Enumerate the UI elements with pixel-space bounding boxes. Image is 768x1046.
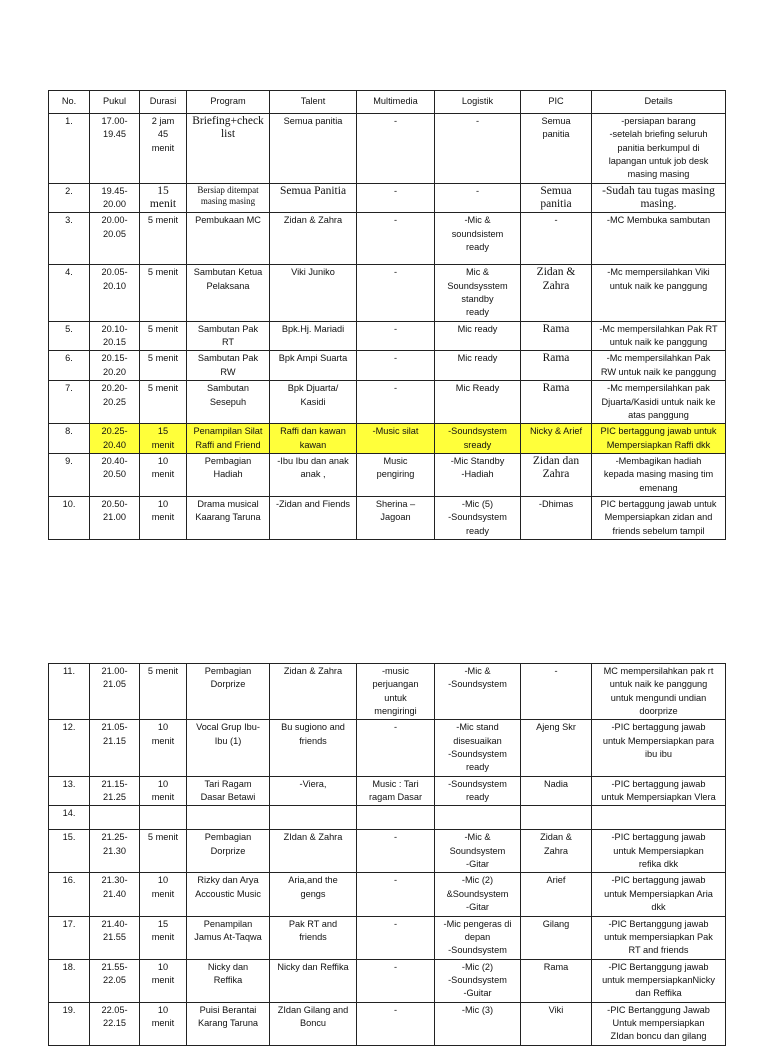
cell-multimedia: Music : Tari ragam Dasar — [357, 776, 435, 806]
table-row — [49, 959, 726, 1002]
cell-durasi: 15 menit — [140, 183, 187, 213]
cell-program: Pembukaan MC — [187, 213, 270, 265]
table-row — [49, 664, 726, 720]
cell-pic: Rama — [521, 959, 592, 1002]
cell-no: 19. — [49, 1002, 90, 1045]
cell-durasi: 15 menit — [140, 916, 187, 959]
cell-pic: Nicky & Arief — [521, 424, 592, 454]
cell-pukul: 20.20- 20.25 — [90, 381, 140, 424]
cell-no: 11. — [49, 664, 90, 720]
cell-pic — [521, 806, 592, 830]
cell-program: Rizky dan Arya Accoustic Music — [187, 873, 270, 916]
cell-multimedia: - — [357, 351, 435, 381]
cell-details: -persiapan barang -setelah briefing seluruh panitia berkumpul di lapangan untuk job desk masing masing — [592, 114, 726, 184]
cell-program: Drama musical Kaarang Taruna — [187, 496, 270, 539]
cell-durasi: 10 menit — [140, 1002, 187, 1045]
cell-details: -PIC bertaggung jawab untuk Mempersiapkan Vlera — [592, 776, 726, 806]
cell-pic: Semua panitia — [521, 183, 592, 213]
cell-no: 2. — [49, 183, 90, 213]
cell-pukul: 21.15- 21.25 — [90, 776, 140, 806]
cell-multimedia: - — [357, 381, 435, 424]
table-row-empty — [49, 806, 726, 830]
cell-details: -Mc mempersilahkan Pak RT untuk naik ke panggung — [592, 321, 726, 351]
cell-multimedia: Sherina – Jagoan — [357, 496, 435, 539]
header-program: Program — [187, 91, 270, 114]
cell-logistik: - — [435, 114, 521, 184]
cell-multimedia: - — [357, 830, 435, 873]
cell-durasi: 5 menit — [140, 213, 187, 265]
cell-pic: Zidan & Zahra — [521, 830, 592, 873]
cell-multimedia: -music perjuangan untuk mengiringi — [357, 664, 435, 720]
cell-no: 7. — [49, 381, 90, 424]
cell-durasi: 10 menit — [140, 873, 187, 916]
cell-program: Sambutan Sesepuh — [187, 381, 270, 424]
cell-durasi: 10 menit — [140, 776, 187, 806]
cell-multimedia: - — [357, 916, 435, 959]
header-durasi: Durasi — [140, 91, 187, 114]
cell-durasi: 15 menit — [140, 424, 187, 454]
cell-no: 6. — [49, 351, 90, 381]
cell-details: -Membagikan hadiah kepada masing masing tim emenang — [592, 453, 726, 496]
cell-multimedia: Music pengiring — [357, 453, 435, 496]
cell-details: MC mempersilahkan pak rt untuk naik ke panggung untuk mengundi undian doorprize — [592, 664, 726, 720]
cell-durasi: 5 menit — [140, 351, 187, 381]
cell-details: -PIC bertaggung jawab untuk Mempersiapkan refika dkk — [592, 830, 726, 873]
cell-program: Penampilan Silat Raffi and Friend — [187, 424, 270, 454]
cell-no: 10. — [49, 496, 90, 539]
cell-pic: Rama — [521, 351, 592, 381]
cell-multimedia: - — [357, 183, 435, 213]
cell-details: -Mc mempersilahkan Viki untuk naik ke panggung — [592, 265, 726, 321]
cell-durasi: 10 menit — [140, 959, 187, 1002]
cell-logistik: - — [435, 183, 521, 213]
cell-details: -Sudah tau tugas masing masing. — [592, 183, 726, 213]
cell-pukul: 20.25- 20.40 — [90, 424, 140, 454]
table-row — [49, 916, 726, 959]
cell-talent: Semua panitia — [270, 114, 357, 184]
cell-multimedia: - — [357, 321, 435, 351]
cell-multimedia: - — [357, 1002, 435, 1045]
table-row — [49, 183, 726, 213]
cell-logistik: -Mic & Soundsystem -Gitar — [435, 830, 521, 873]
cell-pukul: 20.00- 20.05 — [90, 213, 140, 265]
cell-pic: -Dhimas — [521, 496, 592, 539]
cell-logistik: -Mic & -Soundsystem — [435, 664, 521, 720]
cell-program: Puisi Berantai Karang Taruna — [187, 1002, 270, 1045]
cell-multimedia: - — [357, 720, 435, 776]
cell-talent: -Ibu Ibu dan anak anak , — [270, 453, 357, 496]
schedule-table-2 — [48, 663, 726, 1046]
cell-program: Vocal Grup Ibu- Ibu (1) — [187, 720, 270, 776]
cell-talent: Nicky dan Reffika — [270, 959, 357, 1002]
cell-talent: Raffi dan kawan kawan — [270, 424, 357, 454]
cell-talent: -Viera, — [270, 776, 357, 806]
cell-pukul: 20.10- 20.15 — [90, 321, 140, 351]
cell-talent: Zidan & Zahra — [270, 664, 357, 720]
table-row — [49, 453, 726, 496]
table-row — [49, 351, 726, 381]
cell-details: -Mc mempersilahkan pak Djuarta/Kasidi untuk naik ke atas panggung — [592, 381, 726, 424]
cell-talent: ZIdan & Zahra — [270, 830, 357, 873]
table-row — [49, 830, 726, 873]
cell-pukul: 21.30- 21.40 — [90, 873, 140, 916]
cell-pic: Ajeng Skr — [521, 720, 592, 776]
cell-details — [592, 806, 726, 830]
cell-pukul: 21.40- 21.55 — [90, 916, 140, 959]
cell-pic: Gilang — [521, 916, 592, 959]
cell-no: 3. — [49, 213, 90, 265]
cell-details: -PIC Bertanggung Jawab Untuk mempersiapkan ZIdan boncu dan gilang — [592, 1002, 726, 1045]
cell-pic: Nadia — [521, 776, 592, 806]
cell-program: Pembagian Hadiah — [187, 453, 270, 496]
table-row — [49, 776, 726, 806]
header-details: Details — [592, 91, 726, 114]
cell-pukul: 21.55- 22.05 — [90, 959, 140, 1002]
cell-durasi: 10 menit — [140, 720, 187, 776]
header-talent: Talent — [270, 91, 357, 114]
cell-talent: ZIdan Gilang and Boncu — [270, 1002, 357, 1045]
cell-details: PIC bertaggung jawab untuk Mempersiapkan Raffi dkk — [592, 424, 726, 454]
cell-details: -MC Membuka sambutan — [592, 213, 726, 265]
cell-logistik: Mic Ready — [435, 381, 521, 424]
table-header-row — [49, 91, 726, 114]
cell-talent: Viki Juniko — [270, 265, 357, 321]
cell-pukul: 21.00- 21.05 — [90, 664, 140, 720]
cell-logistik: -Mic (3) — [435, 1002, 521, 1045]
cell-pic: - — [521, 213, 592, 265]
cell-multimedia: - — [357, 265, 435, 321]
table-row — [49, 381, 726, 424]
cell-durasi: 10 menit — [140, 453, 187, 496]
cell-logistik: -Mic (2) -Soundsystem -Guitar — [435, 959, 521, 1002]
cell-pukul: 20.05- 20.10 — [90, 265, 140, 321]
cell-pukul: 17.00- 19.45 — [90, 114, 140, 184]
cell-pukul: 20.50- 21.00 — [90, 496, 140, 539]
cell-program: Briefing+check list — [187, 114, 270, 184]
cell-pukul: 20.15- 20.20 — [90, 351, 140, 381]
cell-durasi — [140, 806, 187, 830]
cell-durasi: 5 menit — [140, 664, 187, 720]
header-multimedia: Multimedia — [357, 91, 435, 114]
cell-durasi: 5 menit — [140, 381, 187, 424]
cell-program: Penampilan Jamus At-Taqwa — [187, 916, 270, 959]
cell-program — [187, 806, 270, 830]
cell-program: Tari Ragam Dasar Betawi — [187, 776, 270, 806]
cell-talent: Bpk.Hj. Mariadi — [270, 321, 357, 351]
cell-program: Pembagian Dorprize — [187, 664, 270, 720]
cell-pukul: 21.25- 21.30 — [90, 830, 140, 873]
cell-logistik: -Mic (5) -Soundsystem ready — [435, 496, 521, 539]
cell-no: 12. — [49, 720, 90, 776]
cell-pic: Viki — [521, 1002, 592, 1045]
table-row — [49, 496, 726, 539]
cell-pic: Zidan dan Zahra — [521, 453, 592, 496]
cell-pukul: 20.40- 20.50 — [90, 453, 140, 496]
cell-talent: Zidan & Zahra — [270, 213, 357, 265]
cell-talent: -Zidan and Fiends — [270, 496, 357, 539]
cell-multimedia: - — [357, 114, 435, 184]
cell-program: Sambutan Ketua Pelaksana — [187, 265, 270, 321]
cell-details: -PIC Bertanggung jawab untuk mempersiapkan Pak RT and friends — [592, 916, 726, 959]
cell-logistik: -Mic pengeras di depan -Soundsystem — [435, 916, 521, 959]
cell-details: -Mc mempersilahkan Pak RW untuk naik ke panggung — [592, 351, 726, 381]
cell-logistik: -Mic Standby -Hadiah — [435, 453, 521, 496]
cell-logistik: -Mic & soundsistem ready — [435, 213, 521, 265]
cell-durasi: 5 menit — [140, 265, 187, 321]
cell-no: 16. — [49, 873, 90, 916]
cell-pukul: 21.05- 21.15 — [90, 720, 140, 776]
cell-no: 5. — [49, 321, 90, 351]
cell-durasi: 10 menit — [140, 496, 187, 539]
cell-logistik: -Soundsystem ready — [435, 776, 521, 806]
cell-details: -PIC bertaggung jawab untuk Mempersiapkan para ibu ibu — [592, 720, 726, 776]
cell-talent: Pak RT and friends — [270, 916, 357, 959]
cell-program: Bersiap ditempat masing masing — [187, 183, 270, 213]
cell-multimedia: - — [357, 959, 435, 1002]
cell-details: -PIC bertaggung jawab untuk Mempersiapkan Aria dkk — [592, 873, 726, 916]
cell-talent: Bpk Djuarta/ Kasidi — [270, 381, 357, 424]
cell-talent: Aria,and the gengs — [270, 873, 357, 916]
header-no: No. — [49, 91, 90, 114]
header-logistik: Logistik — [435, 91, 521, 114]
cell-pic: Zidan & Zahra — [521, 265, 592, 321]
cell-no: 4. — [49, 265, 90, 321]
cell-no: 18. — [49, 959, 90, 1002]
cell-no: 15. — [49, 830, 90, 873]
table-row — [49, 213, 726, 265]
cell-no: 17. — [49, 916, 90, 959]
cell-no: 9. — [49, 453, 90, 496]
cell-details: -PIC Bertanggung jawab untuk mempersiapkanNicky dan Reffika — [592, 959, 726, 1002]
cell-logistik: -Mic (2) &Soundsystem -Gitar — [435, 873, 521, 916]
cell-durasi: 5 menit — [140, 321, 187, 351]
cell-logistik: Mic ready — [435, 351, 521, 381]
table-row — [49, 321, 726, 351]
cell-program: Pembagian Dorprize — [187, 830, 270, 873]
table-row — [49, 873, 726, 916]
cell-logistik: -Mic stand disesuaikan -Soundsystem ready — [435, 720, 521, 776]
cell-pukul: 19.45- 20.00 — [90, 183, 140, 213]
cell-multimedia: - — [357, 873, 435, 916]
cell-program: Sambutan Pak RW — [187, 351, 270, 381]
table-row — [49, 720, 726, 776]
cell-program: Sambutan Pak RT — [187, 321, 270, 351]
cell-multimedia — [357, 806, 435, 830]
cell-pic: Semua panitia — [521, 114, 592, 184]
cell-pukul: 22.05- 22.15 — [90, 1002, 140, 1045]
cell-pukul — [90, 806, 140, 830]
cell-multimedia: - — [357, 213, 435, 265]
cell-logistik — [435, 806, 521, 830]
cell-details: PIC bertaggung jawab untuk Mempersiapkan zidan and friends sebelum tampil — [592, 496, 726, 539]
cell-pic: - — [521, 664, 592, 720]
cell-talent — [270, 806, 357, 830]
table-row — [49, 114, 726, 184]
cell-program: Nicky dan Reffika — [187, 959, 270, 1002]
header-pukul: Pukul — [90, 91, 140, 114]
cell-talent: Bu sugiono and friends — [270, 720, 357, 776]
cell-talent: Semua Panitia — [270, 183, 357, 213]
cell-no: 14. — [49, 806, 90, 830]
cell-pic: Arief — [521, 873, 592, 916]
cell-logistik: -Soundsystem sready — [435, 424, 521, 454]
cell-logistik: Mic ready — [435, 321, 521, 351]
cell-durasi: 2 jam 45 menit — [140, 114, 187, 184]
cell-logistik: Mic & Soundsysstem standby ready — [435, 265, 521, 321]
cell-no: 13. — [49, 776, 90, 806]
table-row-highlighted — [49, 424, 726, 454]
cell-pic: Rama — [521, 321, 592, 351]
cell-durasi: 5 menit — [140, 830, 187, 873]
schedule-table-1 — [48, 90, 726, 540]
cell-pic: Rama — [521, 381, 592, 424]
table-row — [49, 265, 726, 321]
cell-no: 8. — [49, 424, 90, 454]
cell-no: 1. — [49, 114, 90, 184]
cell-talent: Bpk Ampi Suarta — [270, 351, 357, 381]
header-pic: PIC — [521, 91, 592, 114]
cell-multimedia: -Music silat — [357, 424, 435, 454]
